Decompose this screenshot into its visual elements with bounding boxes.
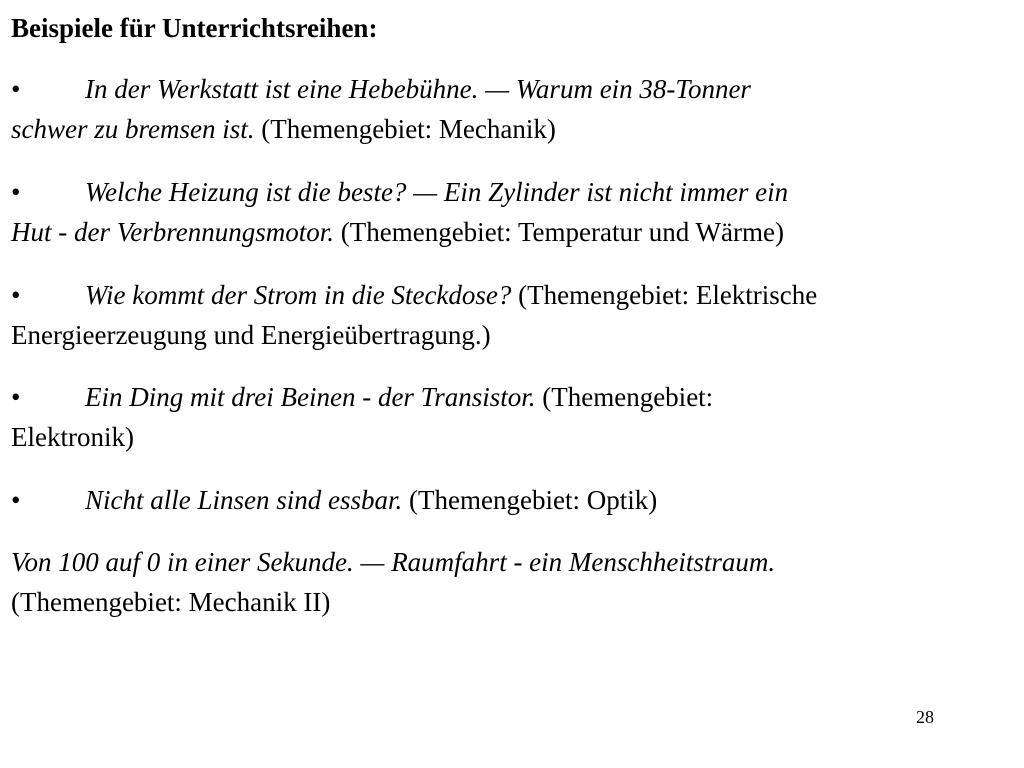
list-item-1-topic: (Themengebiet: Mechanik) <box>254 114 556 144</box>
list-item-4-line-1 <box>11 377 1021 417</box>
list-item-5-title: Nicht alle Linsen sind essbar. <box>85 485 403 515</box>
list-item-2-line-2 <box>11 212 1021 252</box>
closing-title: Von 100 auf 0 in einer Sekunde. — Raumfahrt - ein Menschheitstraum. <box>11 547 776 577</box>
slide-heading: Beispiele für Unterrichtsreihen: <box>11 13 378 43</box>
list-item-5 <box>11 480 1021 520</box>
list-item-4 <box>11 377 1021 457</box>
list-item-2-line-1 <box>11 172 1021 212</box>
list-item-2-topic: (Themengebiet: Temperatur und Wärme) <box>334 217 784 247</box>
list-item-3-line-1 <box>11 275 1021 315</box>
list-item-4-line-2 <box>11 417 1021 457</box>
closing-topic: (Themengebiet: Mechanik II) <box>11 587 331 617</box>
list-item-1-line-1 <box>11 69 1021 109</box>
bullet-icon: • <box>11 74 21 104</box>
list-item-4-topic-cont: Elektronik) <box>11 422 134 452</box>
list-item-3-topic: (Themengebiet: Elektrische <box>511 280 818 310</box>
list-item-2 <box>11 172 1021 252</box>
list-item-5-line-1 <box>11 480 1021 520</box>
closing-paragraph <box>11 542 1021 622</box>
page-number: 28 <box>916 707 934 727</box>
list-item-3 <box>11 275 1021 355</box>
list-item-1-line-2 <box>11 109 1021 149</box>
bullet-icon: • <box>11 485 21 515</box>
bullet-icon: • <box>11 177 21 207</box>
bullet-icon: • <box>11 280 21 310</box>
list-item-3-title: Wie kommt der Strom in die Steckdose? <box>85 280 512 310</box>
list-item-3-line-2 <box>11 315 1021 355</box>
list-item-1-title-cont: schwer zu bremsen ist. <box>11 114 255 144</box>
list-item-1-title: In der Werkstatt ist eine Hebebühne. — Warum ein 38-Tonner <box>85 74 751 104</box>
bullet-icon: • <box>11 382 21 412</box>
list-item-2-title-cont: Hut - der Verbrennungsmotor. <box>11 217 334 247</box>
list-item-4-title: Ein Ding mit drei Beinen - der Transistor. <box>85 382 536 412</box>
list-item-2-title: Welche Heizung ist die beste? — Ein Zylinder ist nicht immer ein <box>85 177 789 207</box>
list-item-3-topic-cont: Energieerzeugung und Energieübertragung.) <box>11 320 491 350</box>
list-item-4-topic: (Themengebiet: <box>535 382 714 412</box>
list-item-1 <box>11 69 1021 149</box>
list-item-5-topic: (Themengebiet: Optik) <box>402 485 658 515</box>
